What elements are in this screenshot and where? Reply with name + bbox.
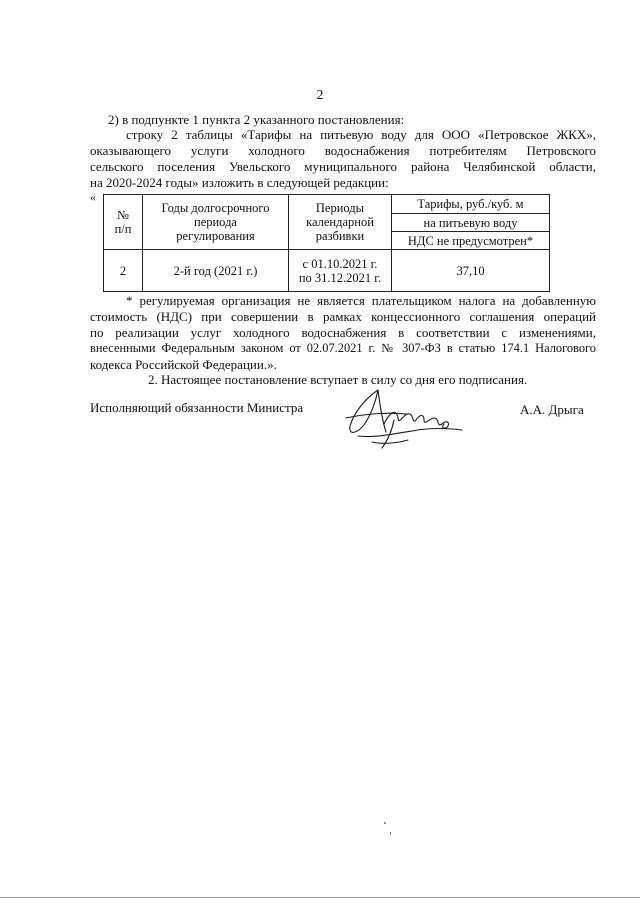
row-value-cell: 37,10 xyxy=(392,250,550,292)
header-years-cell xyxy=(143,195,289,250)
amend-line-4: на 2020-2024 годы» изложить в следующей редакции: xyxy=(90,175,389,190)
header-number-sublabel: п/п xyxy=(114,222,132,236)
scan-speck xyxy=(390,832,391,835)
header-tariff-cell: Тарифы, руб./куб. м xyxy=(392,195,550,214)
opening-quote-mark: « xyxy=(90,190,96,204)
row-period-to: по 31.12.2021 г. xyxy=(298,270,382,285)
header-vat-cell: НДС не предусмотрен* xyxy=(392,232,550,250)
header-periods-line-1: Периоды xyxy=(315,201,365,215)
header-years-line-1: Годы долгосрочного xyxy=(161,201,270,215)
header-number-cell xyxy=(104,195,143,250)
row-period-from: с 01.10.2021 г. xyxy=(302,256,378,271)
signer-name: А.А. Дрыга xyxy=(520,402,584,417)
signer-title: Исполняющий обязанности Министра xyxy=(90,400,304,415)
section-intro: 2) в подпункте 1 пункта 2 указанного постановления: xyxy=(108,112,405,127)
footnote-line-2: стоимость (НДС) при совершении в рамках концессионного соглашения операций xyxy=(90,309,596,324)
footnote-line-5: кодекса Российской Федерации.». xyxy=(90,357,277,372)
amend-line-1: строку 2 таблицы «Тарифы на питьевую воду для ООО «Петровское ЖКХ», xyxy=(126,127,596,142)
header-number-label: № xyxy=(117,208,129,222)
row-year-cell: 2-й год (2021 г.) xyxy=(143,250,289,292)
table-row xyxy=(104,250,550,292)
header-periods-line-3: разбивки xyxy=(315,229,365,243)
row-period-cell xyxy=(289,250,392,292)
footnote-line-4: внесенными Федеральным законом от 02.07.2021 г. № 307-ФЗ в статью 174.1 Налогового xyxy=(90,341,596,355)
row-number-cell: 2 xyxy=(104,250,143,292)
amend-line-3: сельского поселения Увельского муниципального района Челябинской области, xyxy=(90,159,596,174)
header-water-cell: на питьевую воду xyxy=(392,214,550,232)
handwritten-signature xyxy=(344,384,474,450)
header-years-line-3: регулирования xyxy=(176,229,255,243)
scan-speck xyxy=(384,822,386,824)
header-years-line-2: периода xyxy=(194,215,237,229)
bottom-edge-line xyxy=(0,897,640,898)
amend-line-2: оказывающего услуги холодного водоснабжения потребителям Петровского xyxy=(90,143,596,158)
effective-clause: 2. Настоящее постановление вступает в силу со дня его подписания. xyxy=(148,372,528,387)
page-number: 2 xyxy=(316,88,324,103)
header-periods-cell xyxy=(289,195,392,250)
tariff-table xyxy=(103,194,550,292)
footnote-line-1: * регулируемая организация не является плательщиком налога на добавленную xyxy=(126,293,596,308)
footnote-line-3: по реализации услуг холодного водоснабжения в соответствии с изменениями, xyxy=(90,325,596,340)
header-periods-line-2: календарной xyxy=(306,215,374,229)
